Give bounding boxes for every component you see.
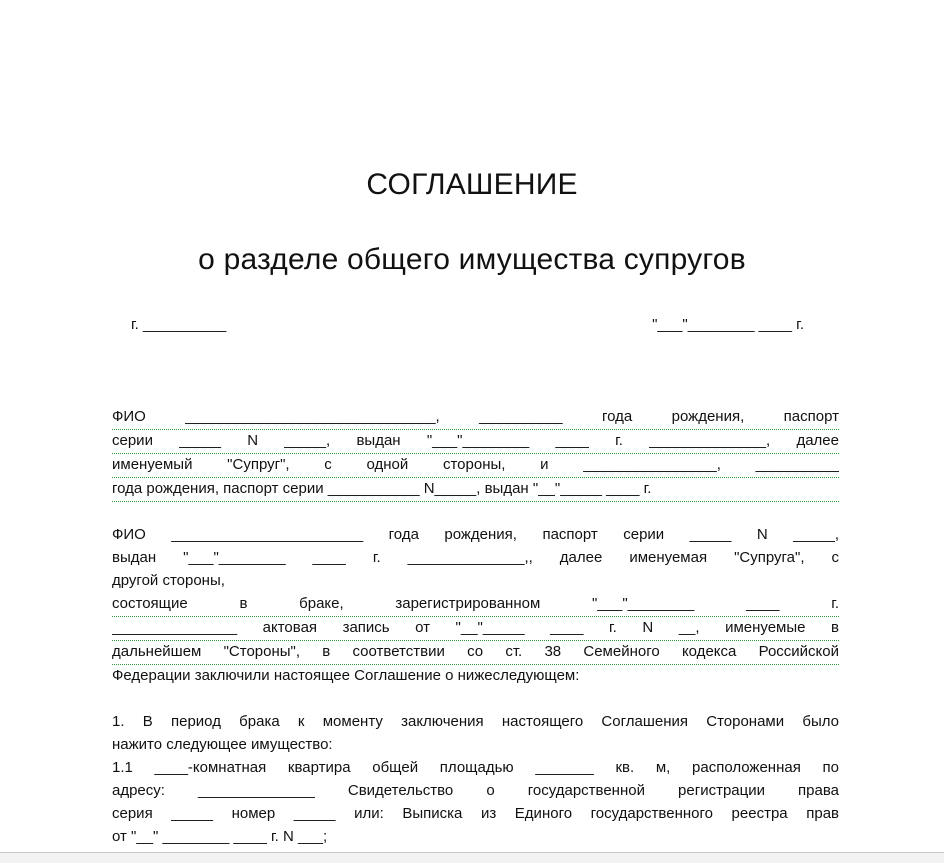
document-subtitle: о разделе общего имущества супругов	[198, 243, 746, 276]
place-field: г. __________	[131, 316, 227, 333]
paragraph-line: адресу: ______________ Свидетельство о государственной регистрации права	[112, 782, 839, 799]
paragraph-line: от "__" ________ ____ г. N ___;	[112, 828, 328, 845]
paragraph-line: ФИО ______________________________, __________ года рождения, паспорт	[112, 406, 839, 430]
paragraph-line: 1. В период брака к моменту заключения настоящего Соглашения Сторонами было	[112, 713, 839, 730]
husband-paragraph	[112, 406, 839, 502]
date-field: "___"________ ____ г.	[652, 316, 804, 333]
property-clause	[112, 711, 839, 849]
paragraph-line: 1.1 ____-комнатная квартира общей площадью _______ кв. м, расположенная по	[112, 759, 839, 776]
document-title: СОГЛАШЕНИЕ	[366, 168, 578, 201]
paragraph-line: года рождения, паспорт серии ___________ N_____, выдан "__"_____ ____ г.	[112, 478, 839, 502]
paragraph-line: Федерации заключили настоящее Соглашение о нижеследующем:	[112, 667, 580, 684]
paragraph-line: серии _____ N _____, выдан "___"________ ____ г. ______________, далее	[112, 430, 839, 454]
paragraph-line: дальнейшем "Стороны", в соответствии со ст. 38 Семейного кодекса Российской	[112, 641, 839, 665]
paragraph-line: нажито следующее имущество:	[112, 736, 333, 753]
paragraph-line: серия _____ номер _____ или: Выписка из Единого государственного реестра прав	[112, 805, 839, 822]
wife-paragraph	[112, 524, 839, 688]
horizontal-scrollbar[interactable]	[0, 852, 944, 863]
paragraph-line: состоящие в браке, зарегистрированном "___"________ ____ г.	[112, 593, 839, 617]
paragraph-line: ФИО _______________________ года рождения, паспорт серии _____ N _____,	[112, 526, 839, 543]
paragraph-line: именуемый "Супруг", с одной стороны, и ________________, __________	[112, 454, 839, 478]
paragraph-line: другой стороны,	[112, 572, 225, 589]
paragraph-line: выдан "___"________ ____ г. ______________,, далее именуемая "Супруга", с	[112, 549, 839, 566]
paragraph-line: _______________ актовая запись от "__"_____ ____ г. N __, именуемые в	[112, 617, 839, 641]
